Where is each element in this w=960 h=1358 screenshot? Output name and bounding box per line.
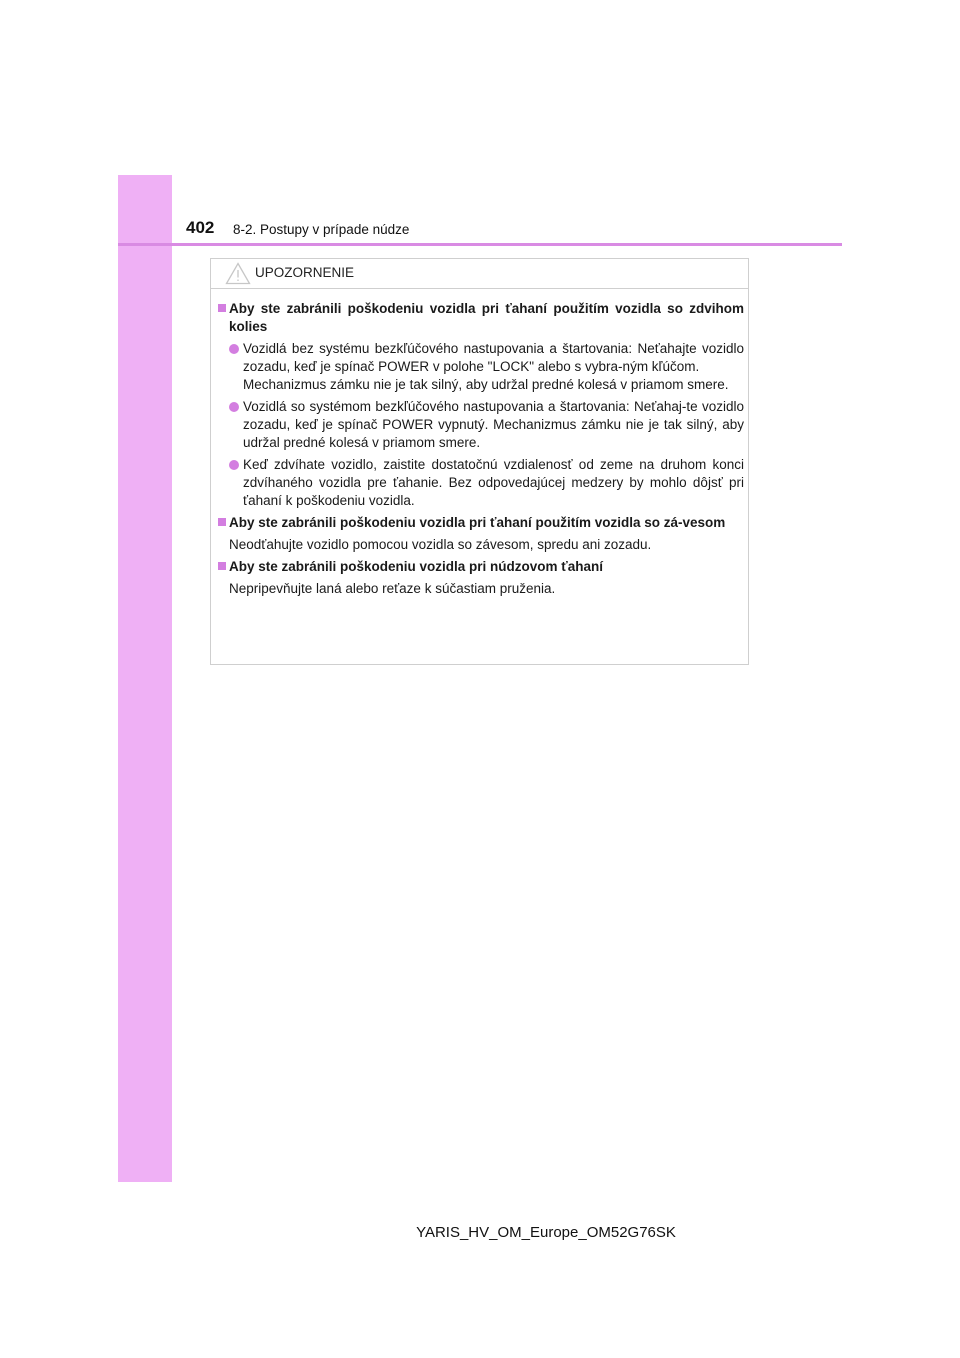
section-heading: Aby ste zabránili poškodeniu vozidla pri núdzovom ťahaní: [218, 558, 744, 576]
warning-section: [218, 558, 744, 598]
document-code: YARIS_HV_OM_Europe_OM52G76SK: [416, 1224, 676, 1241]
round-bullet-icon: [229, 460, 239, 470]
warning-section: [218, 514, 744, 554]
bullet-item: Keď zdvíhate vozidlo, zaistite dostatočnú vzdialenosť od zeme na druhom konci zdvíhaného vozidla pre ťahanie. Bez odpovedajúcej medzery by mohlo dôjsť pri ťahaní k poškodeniu vozidla.: [218, 456, 744, 510]
chapter-side-band: [118, 175, 172, 1182]
section-text: Nepripevňujte laná alebo reťaze k súčastiam pruženia.: [229, 581, 556, 596]
footer: [0, 1224, 960, 1241]
section-text: Neodťahujte vozidlo pomocou vozidla so závesom, spredu ani zozadu.: [229, 537, 652, 552]
square-bullet-icon: [218, 304, 226, 312]
warning-label: UPOZORNENIE: [255, 265, 355, 280]
bullet-item: Vozidlá so systémom bezkľúčového nastupovania a štartovania: Neťahaj-te vozidlo zozadu, keď je spínač POWER vypnutý. Mechanizmus zámku nie je tak silný, aby udržal predné kolesá v priamom smere.: [218, 398, 744, 452]
section-title: 8-2. Postupy v prípade núdze: [233, 222, 410, 237]
square-bullet-icon: [218, 562, 226, 570]
bullet-item: Vozidlá bez systému bezkľúčového nastupovania a štartovania: Neťahajte vozidlo zozadu, keď je spínač POWER v polohe "LOCK" alebo s vybra-ným kľúčom. Mechanizmus zámku nie je tak silný, aby udržal predné kolesá v priamom smere.: [218, 340, 744, 394]
warning-body: [218, 300, 744, 602]
section-heading: Aby ste zabránili poškodeniu vozidla pri ťahaní použitím vozidla so zá-vesom: [218, 514, 744, 532]
page-number: 402: [186, 218, 215, 237]
header-rule: [118, 243, 842, 246]
section-heading: Aby ste zabránili poškodeniu vozidla pri ťahaní použitím vozidla so zdvihom kolies: [218, 300, 744, 336]
warning-triangle-icon: [225, 262, 251, 285]
round-bullet-icon: [229, 402, 239, 412]
square-bullet-icon: [218, 518, 226, 526]
warning-box: [210, 258, 749, 665]
warning-section: [218, 300, 744, 510]
warning-header: [211, 259, 748, 289]
round-bullet-icon: [229, 344, 239, 354]
